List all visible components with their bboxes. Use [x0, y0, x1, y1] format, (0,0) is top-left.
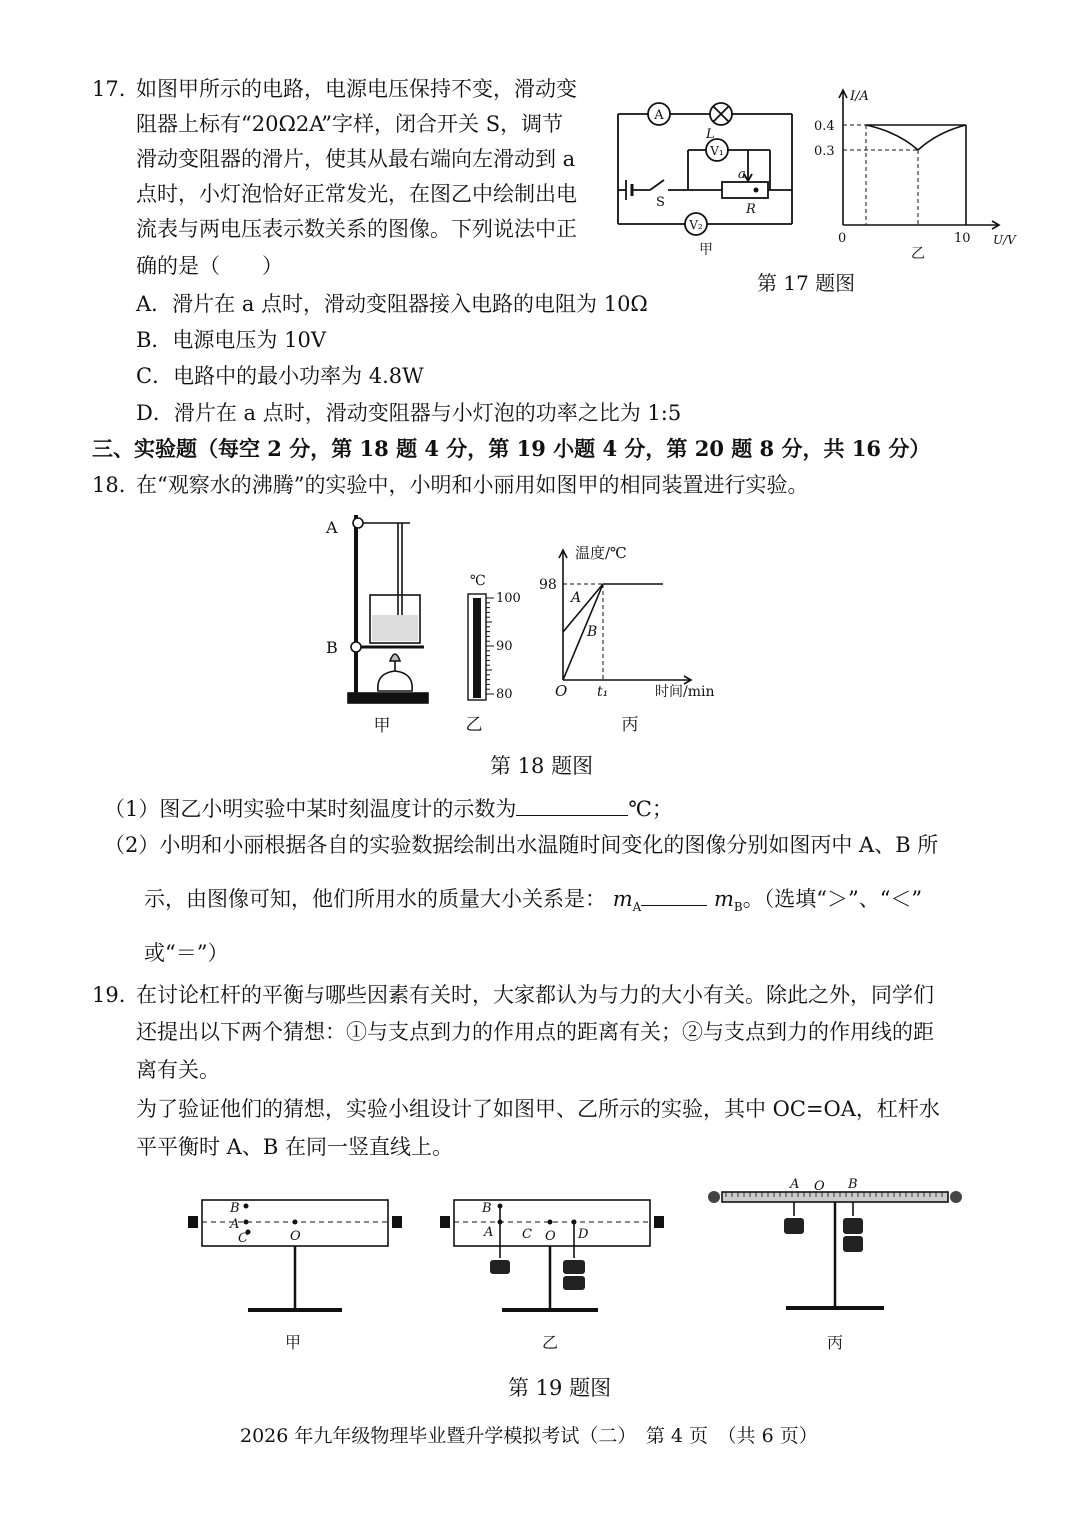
bing-point-b: B: [848, 1177, 858, 1192]
graph-y-axis-label: I/A: [850, 89, 869, 104]
q19-lever-bing: [700, 1172, 970, 1362]
temp-graph-figure-label: 丙: [621, 715, 639, 735]
q18-sub2-choices: 。（选填“＞”、“＜”: [742, 887, 923, 911]
clamp-a-label: A: [326, 518, 338, 537]
lamp-label: L: [706, 127, 715, 142]
graph-y-tick-04: 0.4: [814, 119, 835, 134]
q17-line-4: 点时，小灯泡恰好正常发光，在图乙中绘制出电: [136, 182, 577, 206]
line-a-label: A: [571, 590, 582, 606]
q17-line-2: 阻器上标有“20Ω2A”字样，闭合开关 S，调节: [136, 112, 564, 136]
yi-point-o: O: [545, 1229, 556, 1244]
page-footer: 2026 年九年级物理毕业暨升学模拟考试（二） 第 4 页 （共 6 页）: [240, 1425, 818, 1447]
jia-point-a: A: [230, 1217, 240, 1232]
jia-figure-label: 甲: [284, 1333, 302, 1352]
q17-option-d: D．滑片在 a 点时，滑动变阻器与小灯泡的功率之比为 1:5: [136, 401, 682, 425]
q18-figure-caption: 第 18 题图: [490, 754, 594, 778]
q17-line-5: 流表与两电压表示数关系的图像。下列说法中正: [136, 217, 577, 241]
yi-figure-label: 乙: [541, 1333, 559, 1352]
thermometer-figure-label: 乙: [465, 715, 483, 733]
q18-sub1: [104, 796, 673, 822]
q18-sub2-line2: [144, 886, 922, 920]
m-a: m: [612, 887, 633, 911]
yi-point-c: C: [522, 1227, 532, 1242]
circuit-figure-label: 甲: [699, 242, 713, 258]
jia-point-c: C: [238, 1231, 248, 1246]
section3-heading: 三、实验题（每空 2 分，第 18 题 4 分，第 19 小题 4 分，第 20 题 8 分，共 16 分）: [92, 436, 931, 461]
q19-line-2: 还提出以下两个猜想：①与支点到力的作用点的距离有关；②与支点到力的作用线的距: [136, 1020, 934, 1044]
thermometer-tick-100: 100: [496, 591, 521, 606]
q17-option-a: A．滑片在 a 点时，滑动变阻器接入电路的电阻为 10Ω: [136, 292, 648, 316]
graph-98-mark: 98: [539, 577, 557, 593]
clamp-b-label: B: [326, 638, 338, 657]
q17-line-1: 如图甲所示的电路，电源电压保持不变，滑动变: [136, 77, 577, 101]
yi-point-b: B: [482, 1201, 492, 1216]
voltmeter1-label: V₁: [710, 144, 724, 158]
thermometer-tick-90: 90: [496, 639, 513, 654]
graph-origin: 0: [838, 231, 847, 246]
q18-sub2-text: 示，由图像可知，他们所用水的质量大小关系是：: [144, 887, 606, 911]
graph-time-axis: 时间/min: [655, 684, 715, 700]
voltmeter2-label: V₂: [689, 218, 703, 232]
q19-line-1: 在讨论杠杆的平衡与哪些因素有关时，大家都认为与力的大小有关。除此之外，同学们: [136, 983, 934, 1007]
switch-label: S: [656, 195, 665, 210]
graph-t1-mark: t₁: [597, 684, 609, 700]
q17-line-3: 滑动变阻器的滑片，使其从最右端向左滑动到 a: [136, 147, 576, 171]
graph-x-tick-10: 10: [954, 231, 971, 246]
q17-figure-caption: 第 17 题图: [757, 271, 856, 295]
q19-figure-caption: 第 19 题图: [508, 1376, 612, 1400]
bing-point-a: A: [790, 1177, 800, 1192]
q18-sub1-text: （1）图乙小明实验中某时刻温度计的示数为: [104, 797, 517, 821]
ammeter-label: A: [654, 108, 664, 123]
q19-lever-yi: [432, 1190, 672, 1360]
jia-point-b: B: [230, 1201, 240, 1216]
q19-para2-line-2: 平平衡时 A、B 在同一竖直线上。: [136, 1135, 453, 1159]
q18-boiling-apparatus: [320, 505, 440, 735]
slider-point-label: a: [738, 167, 746, 182]
q18-sub2-line3: 或“＝”）: [144, 941, 229, 965]
q18-temperature-graph: [535, 540, 735, 735]
q18-blank-1[interactable]: [516, 797, 628, 816]
thermometer-tick-80: 80: [496, 687, 513, 702]
q17-number: 17.: [92, 77, 126, 101]
m-b-sub: B: [733, 900, 743, 915]
graph-temp-axis: 温度/℃: [575, 544, 627, 562]
q18-thermometer: [450, 568, 530, 733]
bing-figure-label: 丙: [826, 1333, 844, 1352]
q19-lever-jia: [180, 1190, 410, 1360]
q18-text: 在“观察水的沸腾”的实验中，小明和小丽用如图甲的相同装置进行实验。: [136, 473, 809, 497]
q17-option-c: C．电路中的最小功率为 4.8W: [136, 364, 424, 388]
graph-figure-label: 乙: [911, 246, 925, 262]
apparatus-figure-label: 甲: [373, 716, 391, 735]
q17-option-b: B．电源电压为 10V: [136, 328, 326, 352]
graph-origin-o: O: [555, 682, 568, 700]
q19-para2-line-1: 为了验证他们的猜想，实验小组设计了如图甲、乙所示的实验，其中 OC=OA，杠杆水: [136, 1097, 940, 1121]
q17-circuit-diagram: [610, 92, 810, 262]
line-b-label: B: [587, 624, 598, 640]
thermometer-unit: ℃: [470, 573, 486, 589]
q18-sub2-line1: （2）小明和小丽根据各自的实验数据绘制出水温随时间变化的图像分别如图丙中 A、B 所: [104, 833, 939, 857]
yi-point-a: A: [484, 1225, 494, 1240]
graph-x-axis-label: U/V: [993, 233, 1016, 247]
q19-number: 19.: [92, 983, 126, 1007]
q18-sub1-unit: ℃；: [628, 797, 673, 821]
rheostat-label: R: [746, 202, 756, 217]
q17-iu-graph: [808, 80, 1038, 265]
q18-blank-2[interactable]: [641, 887, 707, 906]
q17-line-6: 确的是（ ）: [136, 254, 283, 278]
jia-point-o: O: [290, 1229, 301, 1244]
q19-line-3: 离有关。: [136, 1058, 220, 1082]
m-a-sub: A: [632, 900, 642, 915]
bing-point-o: O: [814, 1179, 825, 1194]
m-b: m: [713, 887, 734, 911]
graph-y-tick-03: 0.3: [814, 144, 835, 159]
q18-number: 18.: [92, 473, 126, 497]
yi-point-d: D: [578, 1227, 589, 1242]
